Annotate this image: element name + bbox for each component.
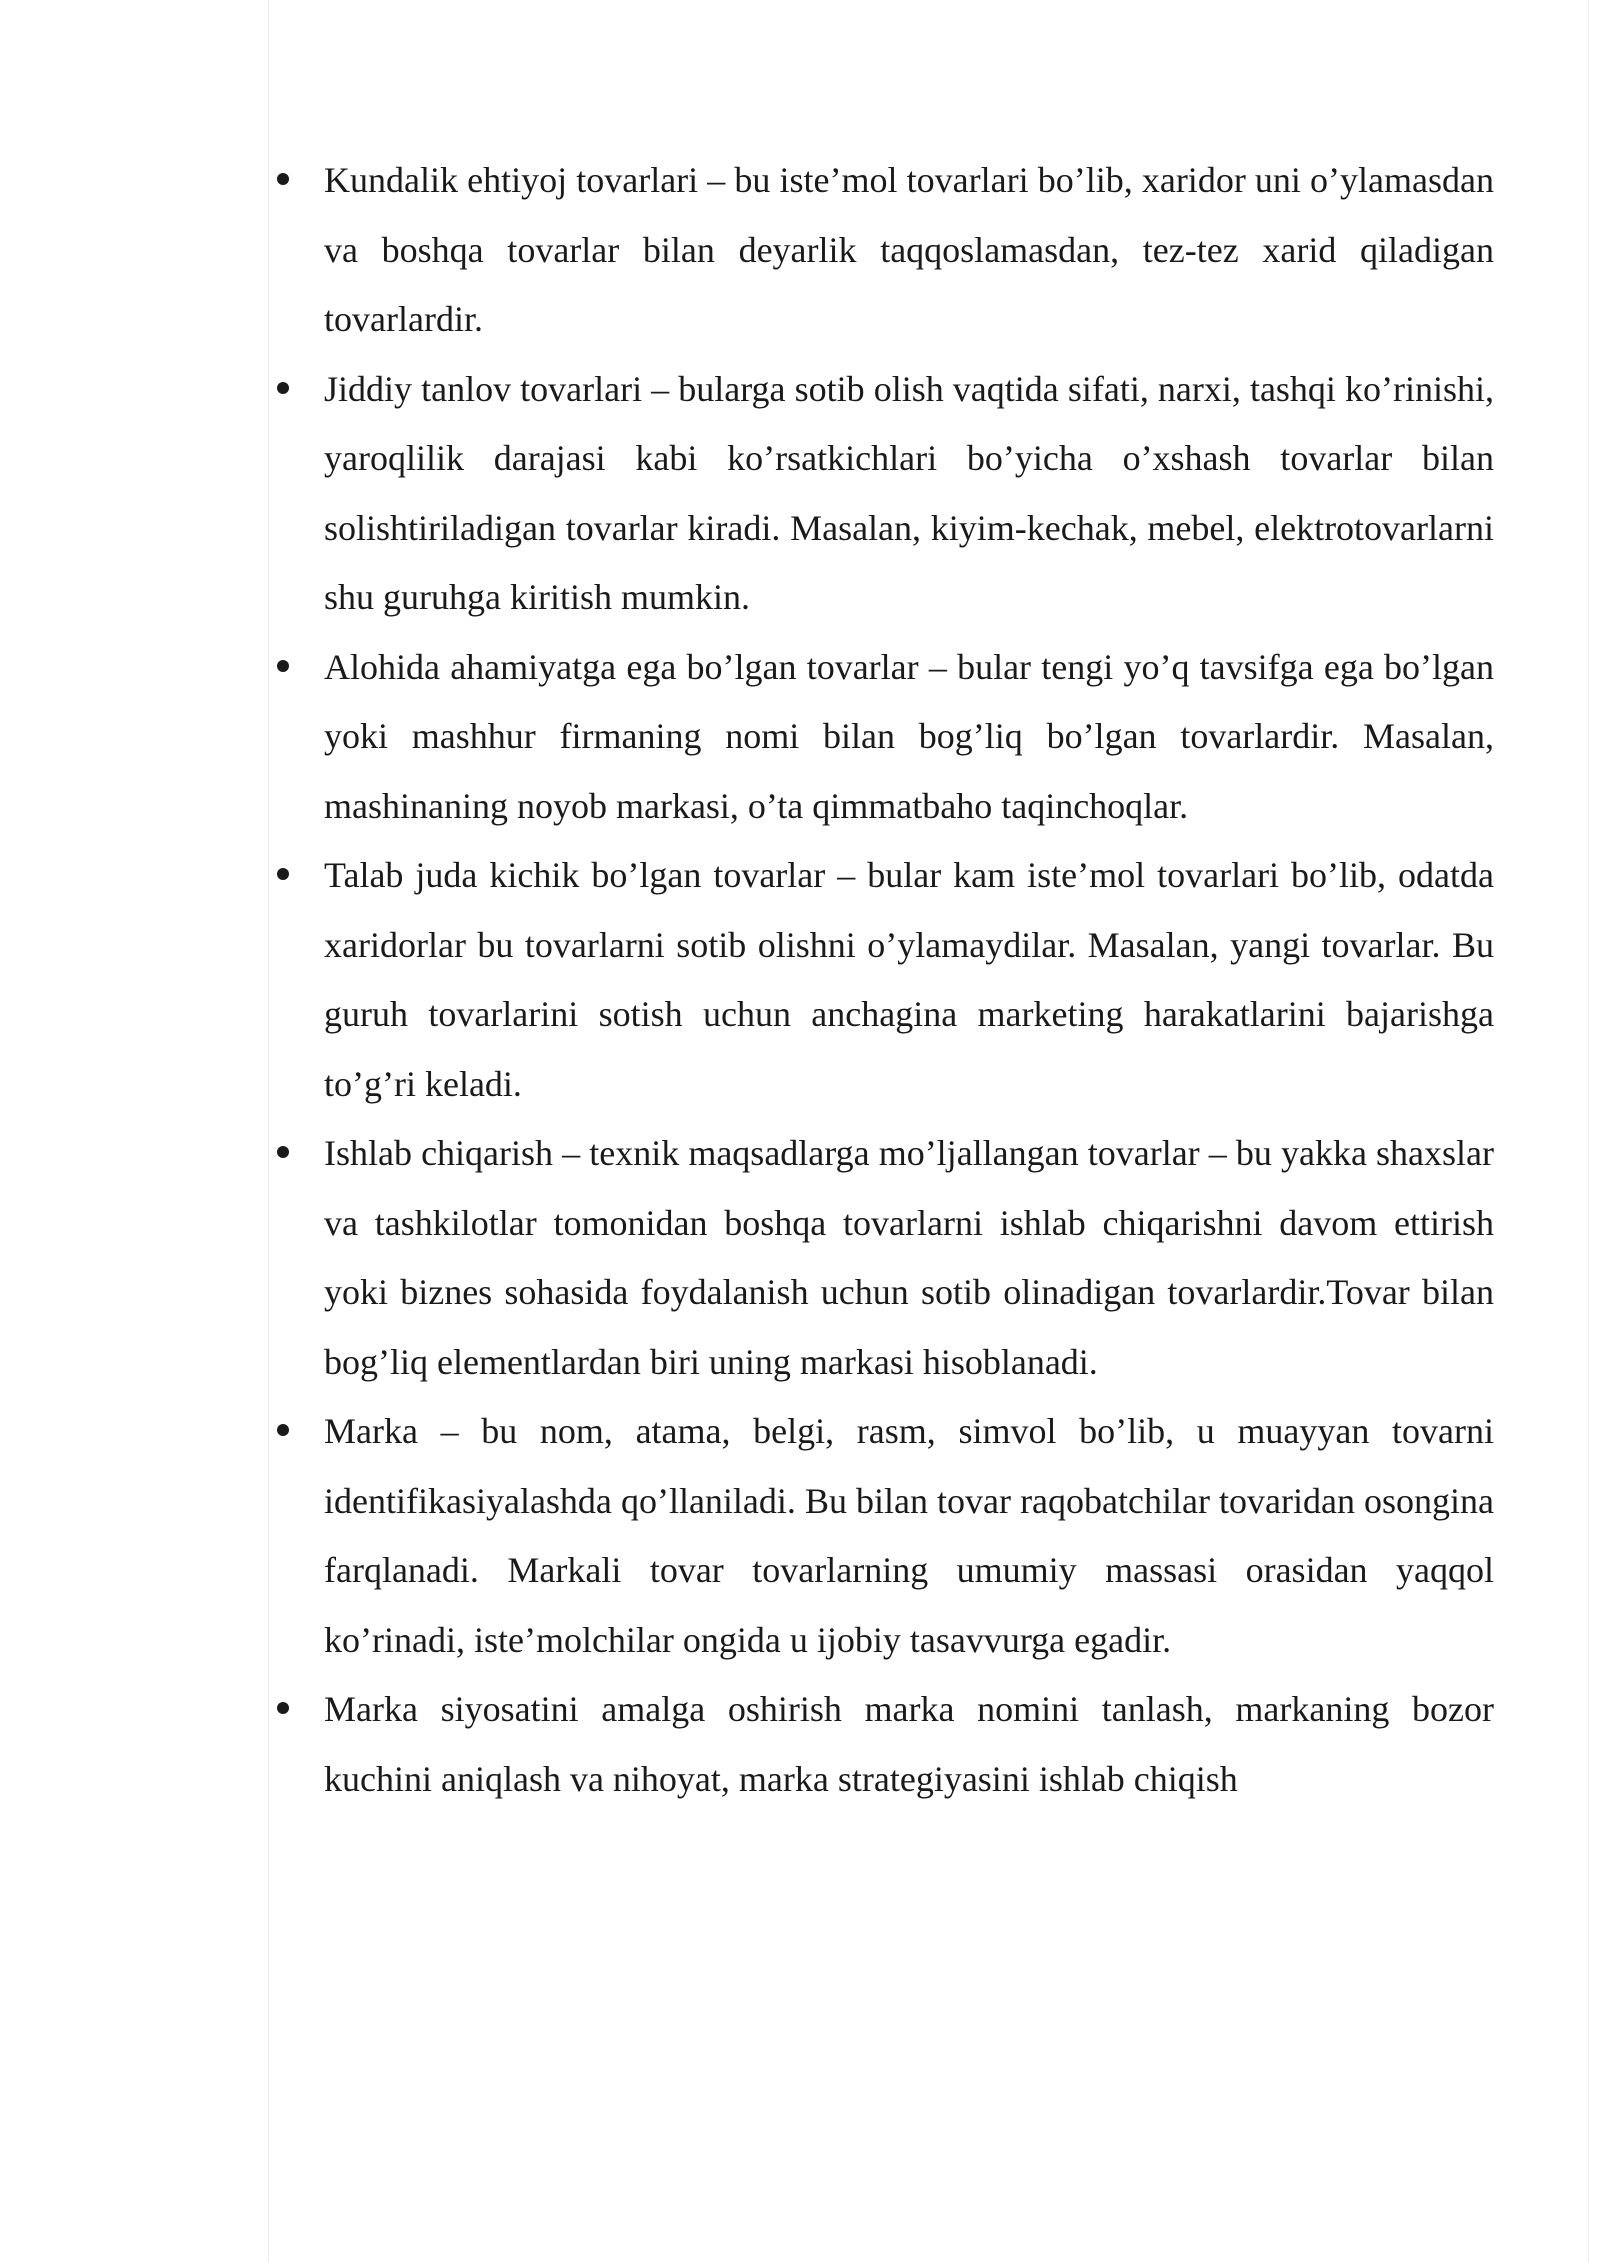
page-edge-line [1588, 0, 1589, 2262]
list-item-text: Ishlab chiqarish – texnik maqsadlarga mo’ljallangan tovarlar – bu yakka shaxslar va tashkilotlar tomonidan boshqa tovarlarni ishlab chiqarishni davom ettirish yoki biznes sohasida foydalanish uchun sotib olinadigan tovarlardir.Tovar bilan bog’liq elementlardan biri uning markasi hisoblanadi. [324, 1133, 1494, 1382]
list-item-text: Marka siyosatini amalga oshirish marka nomini tanlash, markaning bozor kuchini aniqlash va nihoyat, marka strategiyasini ishlab chiqish [324, 1689, 1494, 1799]
list-item-text: Kundalik ehtiyoj tovarlari – bu iste’mol tovarlari bo’lib, xaridor uni o’ylamasdan va boshqa tovarlar bilan deyarlik taqqoslamasdan, tez-tez xarid qiladigan tovarlardir. [324, 160, 1494, 339]
list-item-text: Alohida ahamiyatga ega bo’lgan tovarlar – bular tengi yo’q tavsifga ega bo’lgan yoki mashhur firmaning nomi bilan bog’liq bo’lgan tovarlardir. Masalan, mashinaning noyob markasi, o’ta qimmatbaho taqinchoqlar. [324, 646, 1494, 826]
bullet-dot-icon [277, 1702, 289, 1714]
list-item [324, 633, 1494, 842]
bullet-list [324, 146, 1494, 1814]
list-item [324, 355, 1494, 633]
list-item-text: Marka – bu nom, atama, belgi, rasm, simvol bo’lib, u muayyan tovarni identifikasiyalashda qo’llaniladi. Bu bilan tovar raqobatchilar tovaridan osongina farqlanadi. Markali tovar tovarlarning umumiy massasi orasidan yaqqol ko’rinadi, iste’molchilar ongida u ijobiy tasavvurga egadir. [324, 1411, 1494, 1660]
page-margin-line [268, 0, 269, 2262]
bullet-dot-icon [277, 1424, 289, 1436]
list-item-text: Jiddiy tanlov tovarlari – bularga sotib olish vaqtida sifati, narxi, tashqi ko’rinishi, yaroqlilik darajasi kabi ko’rsatkichlari bo’yicha o’xshash tovarlar bilan solishtiriladigan tovarlar kiradi. Masalan, kiyim-kechak, mebel, elektrotovarlarni shu guruhga kiritish mumkin. [324, 368, 1494, 617]
bullet-dot-icon [277, 1146, 289, 1158]
list-item [324, 146, 1494, 355]
list-item [324, 1397, 1494, 1675]
bullet-dot-icon [277, 382, 289, 394]
list-item [324, 1119, 1494, 1397]
bullet-dot-icon [277, 660, 289, 672]
bullet-dot-icon [277, 173, 289, 185]
list-item-text: Talab juda kichik bo’lgan tovarlar – bular kam iste’mol tovarlari bo’lib, odatda xaridorlar bu tovarlarni sotib olishni o’ylamaydilar. Masalan, yangi tovarlar. Bu guruh tovarlarini sotish uchun anchagina marketing harakatlarini bajarishga to’g’ri keladi. [324, 855, 1494, 1104]
list-item [324, 1675, 1494, 1814]
list-item [324, 841, 1494, 1119]
bullet-dot-icon [277, 868, 289, 880]
